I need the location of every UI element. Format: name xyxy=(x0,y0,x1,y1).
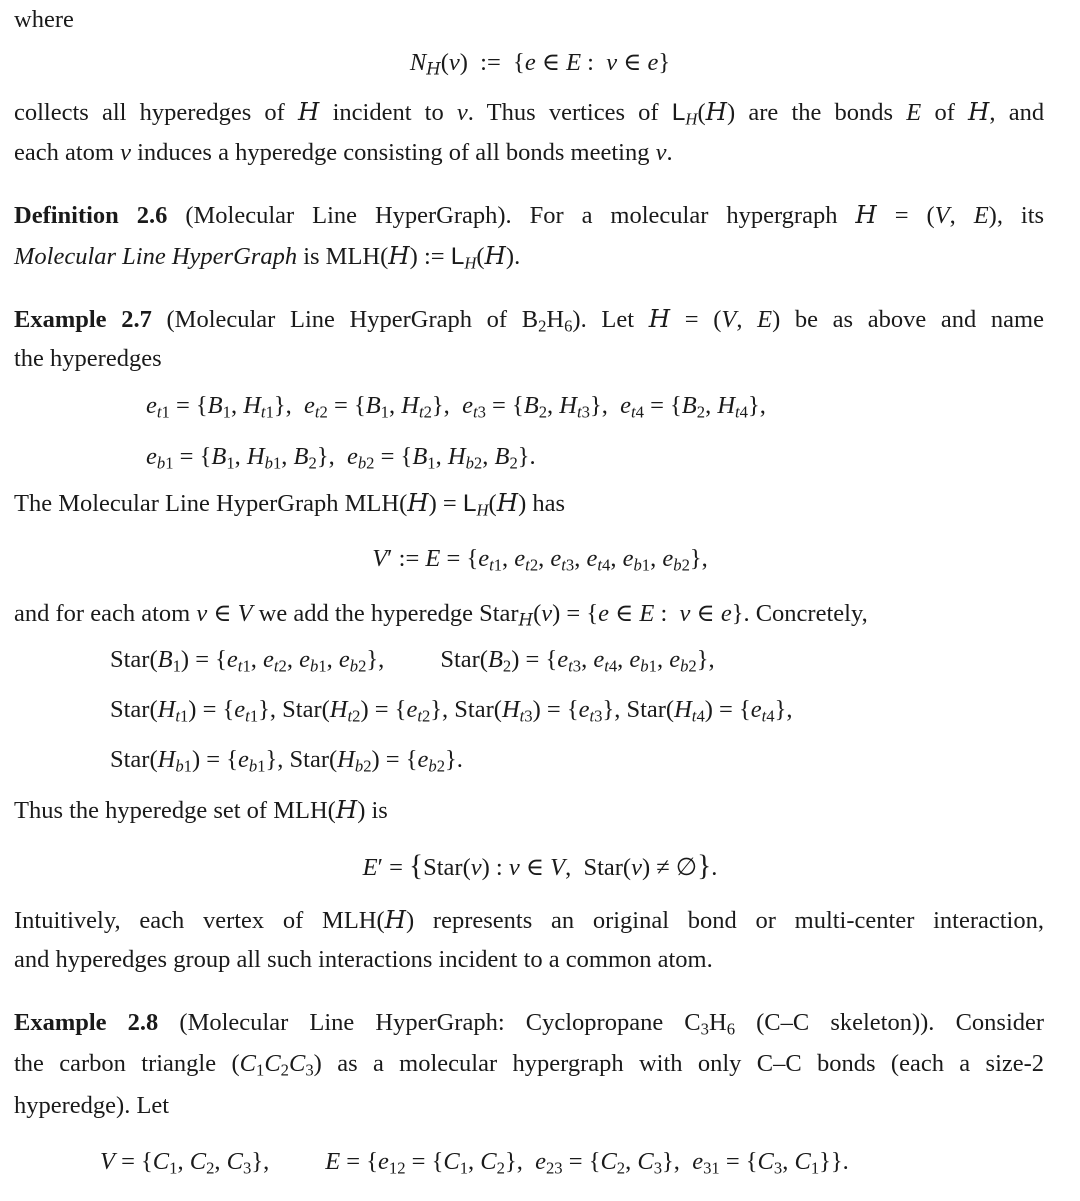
text-thus-2: is xyxy=(371,797,388,824)
definition-text-2: , its xyxy=(996,202,1045,229)
example-2-7-hyperedges-intro xyxy=(14,345,1044,373)
text-concretely: . Concretely, xyxy=(743,600,868,627)
para-collects: collects all hyperedges of H incident to v. Thus vertices of $L_H(H)$ are the bonds E of H, and xyxy=(14,97,1045,129)
text-thus-1: Thus the hyperedge set of xyxy=(14,797,268,824)
eq-star-terminal-h: $Star(H_{t1}) = \{e_{t1}\}$, $Star(H_{t2}) = \{e_{t2}\}$, $Star(H_{t3}) = \{e_{t3}\}$, $Star(H_{t4}) = \{e_{t4}\}$, xyxy=(110,696,793,726)
example-2-8-text-4: hyperedge). Let xyxy=(14,1092,170,1119)
example-2-7: Example 2.7 (Molecular Line HyperGraph of $B_2H_6$). Let H = (V, E) be as above and name xyxy=(14,304,1044,336)
example-2-8-cont: the carbon triangle $(C_1C_2C_3)$ as a molecular hypergraph with only C–C bonds (each a size-2 xyxy=(14,1050,1045,1080)
eq-terminal-edges: $e_{t1} = \{B_1$, $H_{t1}$}, $e_{t2} = \{B_1$, $H_{t2}$}, $e_{t3} = \{B_2$, $H_{t3}$}, $e_{t4} = \{B_2$, $H_{t4}$}, xyxy=(146,392,766,422)
text-intuit-1: Intuitively, each vertex of xyxy=(14,907,304,934)
definition-text-3: is xyxy=(303,243,320,270)
text-each-atom-1: each atom xyxy=(14,139,114,166)
para-each-atom: each atom v induces a hyperedge consisting of all bonds meeting v. xyxy=(14,139,673,166)
text-has: has xyxy=(532,490,566,517)
example-2-8-text-1: Consider xyxy=(955,1009,1045,1036)
eq-star-boron: $Star(B_1) = \{e_{t1}$, $e_{t2}$, $e_{b1}$, $e_{b2}$}, $Star(B_2) = \{e_{t3}$, $e_{t4}$, $e_{b1}$, $e_{b2}$}, xyxy=(110,646,715,676)
para-mlh-has: The Molecular Line HyperGraph $MLH(H) = L_H(H)$ has xyxy=(14,488,566,520)
example-2-7-text-1: Let xyxy=(601,306,635,333)
definition-2-6: Definition 2.6 (Molecular Line HyperGraph). For a molecular hypergraph H = (V, E), its xyxy=(14,200,1045,229)
text-for-each-2: we add the hyperedge xyxy=(258,600,473,627)
eq-cyclopropane-sets: $V = \{C_1$, $C_2$, $C_3$}, $E = \{e_{12} = \{C_1$, $C_2$}, $e_{23} = \{C_2$, $C_3$}, $e_{31} = \{C_3$, $C_1$}}. xyxy=(100,1148,849,1178)
eq-star-bridge-h: $Star(H_{b1}) = \{e_{b1}\}$, $Star(H_{b2}) = \{e_{b2}\}$. xyxy=(110,746,463,776)
para-where xyxy=(14,6,1044,34)
para-intuitively: Intuitively, each vertex of MLH(H) represents an original bond or multi-center interaction, xyxy=(14,905,1044,934)
para-thus: Thus the hyperedge set of MLH(H) is xyxy=(14,795,388,824)
example-2-7-title-2: H xyxy=(546,306,565,333)
text-collects-4: are the bonds xyxy=(748,99,894,126)
definition-title: (Molecular Line HyperGraph). xyxy=(185,202,512,229)
definition-2-6-cont: Molecular Line HyperGraph is MLH(H) := $L_H(H)$. xyxy=(14,241,521,273)
text-intuit-3: and hyperedges group all such interactions incident to a common atom. xyxy=(14,946,713,973)
text-collects-3: . Thus vertices of xyxy=(467,99,659,126)
example-2-8-text-3: as a molecular hypergraph with only C–C bonds (each a size-2 xyxy=(337,1050,1045,1077)
eq-vertex-set: V′ := $E = \{e_{t1}$, $e_{t2}$, $e_{t3}$, $e_{t4}$, $e_{b1}$, $e_{b2}$}, xyxy=(372,545,708,575)
eq-bridge-edges: $e_{b1} = \{B_1$, $H_{b1}$, $B_2$}, $e_{b2} = \{B_1$, $H_{b2}$, $B_2$}. xyxy=(146,443,536,473)
eq-neighborhood: $N_H(v)$ := {e ∈ E : v ∈ e} xyxy=(409,49,671,79)
example-2-8-title-2: H xyxy=(708,1009,727,1036)
para-intuitively-cont xyxy=(14,946,1044,974)
eq-hyperedge-set: E′ = {Star(v) : v ∈ V, Star(v) ≠ ∅}. xyxy=(362,850,718,882)
text-collects-6: , and xyxy=(989,99,1045,126)
text-mlh-has: The Molecular Line HyperGraph xyxy=(14,490,339,517)
example-2-7-label: Example 2.7 xyxy=(14,306,152,333)
text-for-each-1: and for each atom xyxy=(14,600,191,627)
definition-name: Molecular Line HyperGraph xyxy=(14,243,298,270)
definition-text-1: For a molecular hypergraph xyxy=(529,202,838,229)
example-2-7-title-1: (Molecular Line HyperGraph of B xyxy=(166,306,539,333)
example-2-7-text-2: be as above and name xyxy=(794,306,1044,333)
example-2-8-cont-2 xyxy=(14,1092,1044,1120)
example-2-8-label: Example 2.8 xyxy=(14,1009,159,1036)
text-each-atom-2: induces a hyperedge consisting of all bonds meeting xyxy=(137,139,650,166)
text-collects-1: collects all hyperedges of xyxy=(14,99,285,126)
example-2-8: Example 2.8 (Molecular Line HyperGraph: Cyclopropane $C_3H_6$ (C–C skeleton)). Consider xyxy=(14,1009,1045,1039)
text-collects-5: of xyxy=(934,99,955,126)
example-2-8-title-1: (Molecular Line HyperGraph: Cyclopropane C xyxy=(179,1009,701,1036)
para-for-each: and for each atom v ∈ V we add the hyperedge Star$_H$(v) = {e ∈ E : v ∈ e}. Concretely, xyxy=(14,600,868,630)
example-2-7-title-3: ). xyxy=(572,306,587,333)
example-2-7-text-3: the hyperedges xyxy=(14,345,162,372)
example-2-8-text-2: the carbon triangle xyxy=(14,1050,217,1077)
where-text: where xyxy=(14,6,74,33)
text-collects-2: incident to xyxy=(332,99,444,126)
definition-label: Definition 2.6 xyxy=(14,202,168,229)
text-intuit-2: represents an original bond or multi-center interaction, xyxy=(432,907,1044,934)
example-2-8-title-3: (C–C skeleton)). xyxy=(756,1009,935,1036)
